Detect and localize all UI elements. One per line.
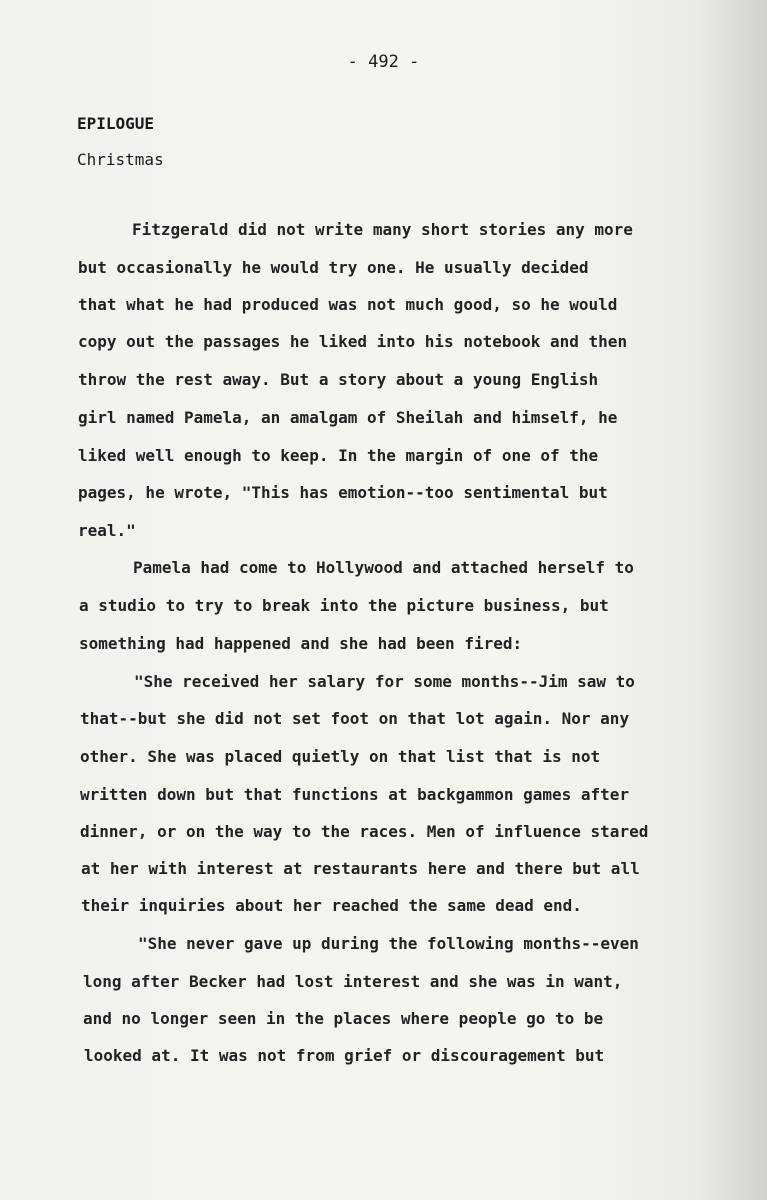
subheading: Christmas bbox=[77, 150, 164, 169]
text-line: dinner, or on the way to the races. Men of influence stared bbox=[80, 822, 649, 841]
text-line: "She never gave up during the following months--even bbox=[138, 934, 639, 953]
text-line: and no longer seen in the places where people go to be bbox=[83, 1009, 604, 1028]
text-line: written down but that functions at backgammon games after bbox=[80, 785, 630, 804]
text-line: at her with interest at restaurants here and there but all bbox=[81, 859, 640, 878]
text-line: liked well enough to keep. In the margin of one of the bbox=[78, 446, 599, 465]
text-line: Pamela had come to Hollywood and attached herself to bbox=[133, 558, 634, 577]
text-line: other. She was placed quietly on that list that is not bbox=[80, 747, 601, 766]
section-heading: EPILOGUE bbox=[77, 114, 155, 133]
text-line: something had happened and she had been fired: bbox=[79, 634, 523, 653]
text-line: that what he had produced was not much good, so he would bbox=[78, 295, 618, 314]
text-line: "She received her salary for some months--Jim saw to bbox=[134, 672, 635, 691]
text-line: throw the rest away. But a story about a young English bbox=[78, 370, 599, 389]
text-line: but occasionally he would try one. He usually decided bbox=[78, 258, 589, 277]
text-line: copy out the passages he liked into his notebook and then bbox=[78, 332, 628, 351]
text-line: their inquiries about her reached the same dead end. bbox=[81, 896, 582, 915]
text-line: looked at. It was not from grief or discouragement but bbox=[84, 1046, 605, 1065]
page-number: - 492 - bbox=[347, 52, 420, 72]
text-line: that--but she did not set foot on that lot again. Nor any bbox=[80, 709, 630, 728]
text-line: long after Becker had lost interest and she was in want, bbox=[83, 972, 623, 991]
text-line: girl named Pamela, an amalgam of Sheilah and himself, he bbox=[78, 408, 618, 427]
text-line: Fitzgerald did not write many short stories any more bbox=[132, 220, 633, 239]
text-line: real." bbox=[78, 521, 136, 540]
text-line: pages, he wrote, "This has emotion--too sentimental but bbox=[78, 483, 608, 502]
text-line: a studio to try to break into the picture business, but bbox=[79, 596, 609, 615]
